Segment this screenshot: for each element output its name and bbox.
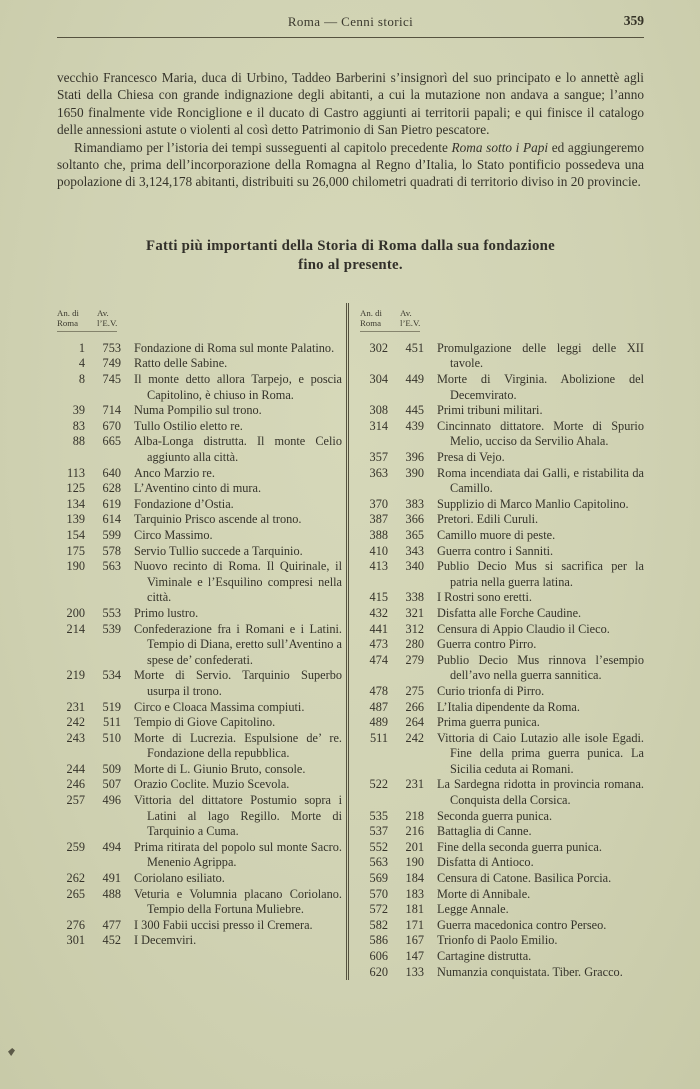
- event-text: Battaglia di Canne.: [437, 824, 532, 839]
- body-text: [57, 69, 644, 191]
- year-bce: 670: [102, 418, 121, 433]
- table-row: [360, 559, 644, 590]
- table-row: [57, 622, 342, 669]
- table-row: [57, 777, 342, 793]
- table-row: [57, 700, 342, 716]
- year-bce: 147: [405, 949, 424, 963]
- table-row: [57, 887, 342, 918]
- table-row: [360, 700, 644, 716]
- year-bce: 510: [102, 730, 121, 745]
- year-bce: 477: [102, 917, 121, 932]
- year-bce: 343: [405, 543, 424, 558]
- year-bce: 133: [405, 964, 424, 979]
- year-auc: 244: [66, 761, 85, 776]
- year-auc: 4: [78, 356, 85, 371]
- table-row: [57, 559, 342, 606]
- year-bce: 753: [102, 340, 121, 355]
- year-auc: 113: [67, 465, 85, 480]
- event-text: Guerra contro Pirro.: [437, 637, 537, 652]
- year-bce: 218: [405, 808, 424, 823]
- paragraph-2-italic: Roma sotto i Papi: [451, 139, 549, 155]
- page-number: 359: [623, 13, 644, 28]
- table-row: [360, 715, 644, 731]
- year-bce: 280: [405, 637, 424, 652]
- year-bce: 275: [405, 683, 424, 698]
- year-bce: 494: [102, 839, 121, 854]
- table-row: [360, 731, 644, 778]
- column-headers-left: [57, 308, 117, 332]
- year-auc: 432: [369, 605, 388, 620]
- event-text: Primi tribuni militari.: [437, 403, 543, 418]
- table-row: [360, 855, 644, 871]
- event-text: Orazio Coclite. Muzio Scevola.: [134, 777, 290, 792]
- year-bce: 451: [405, 340, 424, 355]
- year-bce: 534: [102, 668, 121, 683]
- table-row: [57, 512, 342, 528]
- year-bce: 539: [102, 621, 121, 636]
- event-text: Il monte detto allora Tarpejo, e poscia Capitolino, è chiuso in Roma.: [134, 372, 342, 402]
- event-text: Numanzia conquistata. Tiber. Gracco.: [437, 964, 623, 979]
- header-av-ev: Av. l’E.V.: [97, 307, 118, 328]
- table-row: [57, 840, 342, 871]
- table-row: [57, 918, 342, 934]
- table-row: [57, 544, 342, 560]
- event-text: Alba-Longa distrutta. Il monte Celio aggiunto alla città.: [134, 434, 342, 464]
- year-bce: 619: [102, 496, 121, 511]
- year-auc: 441: [369, 621, 388, 636]
- year-auc: 88: [72, 434, 85, 449]
- year-auc: 572: [369, 902, 388, 917]
- year-auc: 265: [66, 886, 85, 901]
- year-auc: 388: [369, 527, 388, 542]
- event-text: Morte di Servio. Tarquinio Superbo usurpa il trono.: [134, 668, 342, 698]
- year-bce: 439: [405, 418, 424, 433]
- year-auc: 125: [66, 481, 85, 496]
- year-bce: 312: [405, 621, 424, 636]
- year-auc: 219: [66, 668, 85, 683]
- table-column-left: [57, 303, 342, 980]
- event-text: Anco Marzio re.: [134, 465, 215, 480]
- year-auc: 1: [78, 340, 85, 355]
- year-bce: 496: [102, 793, 121, 808]
- event-text: Prima ritirata del popolo sul monte Sacro. Menenio Agrippa.: [134, 839, 342, 870]
- year-auc: 257: [66, 793, 85, 808]
- year-bce: 184: [405, 871, 424, 886]
- year-bce: 216: [405, 824, 424, 839]
- table-row: [360, 466, 644, 497]
- event-text: Primo lustro.: [134, 605, 199, 620]
- table-row: [360, 637, 644, 653]
- event-text: L’Aventino cinto di mura.: [134, 481, 262, 496]
- year-auc: 387: [369, 512, 388, 527]
- year-auc: 473: [369, 637, 388, 652]
- table-row: [57, 762, 342, 778]
- table-row: [360, 684, 644, 700]
- table-row: [360, 590, 644, 606]
- event-text: Publio Decio Mus rinnova l’esempio dell’avo nella guerra sannitica.: [437, 652, 644, 683]
- event-text: Promulgazione delle leggi delle XII tavole.: [437, 340, 644, 371]
- year-bce: 563: [102, 559, 121, 574]
- event-text: Seconda guerra punica.: [437, 808, 553, 823]
- year-auc: 231: [66, 699, 85, 714]
- event-text: Curio trionfa di Pirro.: [437, 683, 545, 698]
- year-bce: 749: [102, 356, 121, 371]
- chronology-table: [57, 303, 644, 980]
- year-bce: 491: [102, 871, 121, 886]
- event-text: La Sardegna ridotta in provincia romana. Conquista della Corsica.: [437, 777, 644, 808]
- year-auc: 415: [369, 590, 388, 605]
- event-text: Camillo muore di peste.: [437, 527, 556, 542]
- year-bce: 519: [102, 699, 121, 714]
- year-bce: 390: [405, 465, 424, 480]
- table-row: [360, 902, 644, 918]
- year-auc: 489: [369, 715, 388, 730]
- table-row: [360, 653, 644, 684]
- year-bce: 183: [405, 886, 424, 901]
- event-text: Supplizio di Marco Manlio Capitolino.: [437, 496, 629, 511]
- table-row: [57, 419, 342, 435]
- table-row: [360, 777, 644, 808]
- table-row: [360, 450, 644, 466]
- year-auc: 563: [369, 855, 388, 870]
- year-auc: 487: [369, 699, 388, 714]
- year-bce: 242: [405, 730, 424, 745]
- year-bce: 396: [405, 450, 424, 464]
- table-row: [360, 544, 644, 560]
- year-auc: 276: [66, 917, 85, 932]
- table-row: [360, 403, 644, 419]
- year-auc: 522: [369, 777, 388, 792]
- year-bce: 507: [102, 777, 121, 792]
- year-bce: 338: [405, 590, 424, 605]
- header-av-ev: Av. l’E.V.: [400, 307, 421, 328]
- event-text: Disfatta di Antioco.: [437, 855, 534, 870]
- year-auc: 474: [369, 652, 388, 667]
- event-text: I Rostri sono eretti.: [437, 590, 532, 605]
- year-bce: 181: [405, 902, 424, 917]
- year-auc: 304: [369, 372, 388, 387]
- year-bce: 452: [102, 933, 121, 948]
- event-text: Guerra macedonica contro Perseo.: [437, 917, 607, 932]
- year-bce: 665: [102, 434, 121, 449]
- year-auc: 83: [72, 418, 85, 433]
- header-an-di-roma: An. di Roma: [360, 307, 382, 328]
- year-bce: 640: [102, 465, 121, 480]
- year-auc: 39: [72, 403, 85, 418]
- table-row: [57, 341, 342, 357]
- event-text: Fine della seconda guerra punica.: [437, 839, 602, 854]
- year-bce: 231: [405, 777, 424, 792]
- event-text: I 300 Fabii uccisi presso il Cremera.: [134, 917, 313, 932]
- paragraph-2-after: ed aggiungeremo soltanto che, prima dell’incorporazione della Romagna al Regno d’Italia, lo Stato pontificio possedeva una popolazione di 3,124,178 abitanti, distribuiti su 26,000 chilometri quadrati di territorio diviso in 20 provincie.: [57, 139, 644, 190]
- year-auc: 139: [66, 512, 85, 527]
- table-row: [360, 606, 644, 622]
- event-text: Vittoria di Caio Lutazio alle isole Egadi. Fine della prima guerra punica. La Sicilia ceduta ai Romani.: [437, 730, 644, 776]
- event-text: Fondazione d’Ostia.: [134, 496, 234, 511]
- year-auc: 134: [66, 496, 85, 511]
- table-row: [57, 403, 342, 419]
- year-auc: 535: [369, 808, 388, 823]
- year-auc: 242: [66, 715, 85, 730]
- event-text: Morte di Annibale.: [437, 886, 531, 901]
- header-an-di-roma: An. di Roma: [57, 307, 79, 328]
- table-row: [360, 871, 644, 887]
- year-auc: 586: [369, 933, 388, 948]
- table-row: [360, 965, 644, 981]
- paragraph-2-before: Rimandiamo per l’istoria dei tempi susseguenti al capitolo precedente: [74, 139, 452, 155]
- year-auc: 302: [369, 340, 388, 355]
- table-row: [360, 840, 644, 856]
- running-title: Roma — Cenni storici: [287, 14, 414, 29]
- event-text: Prima guerra punica.: [437, 715, 540, 730]
- year-bce: 279: [405, 652, 424, 667]
- event-text: Morte di Virginia. Abolizione del Decemvirato.: [437, 372, 644, 402]
- event-text: Fondazione di Roma sul monte Palatino.: [134, 340, 335, 355]
- year-bce: 365: [405, 527, 424, 542]
- event-text: Presa di Vejo.: [437, 450, 505, 464]
- event-text: Tempio di Giove Capitolino.: [134, 715, 276, 730]
- year-auc: 413: [369, 559, 388, 574]
- event-text: Servio Tullio succede a Tarquinio.: [134, 543, 303, 558]
- table-row: [57, 606, 342, 622]
- table-row: [57, 434, 342, 465]
- year-auc: 569: [369, 871, 388, 886]
- year-bce: 383: [405, 496, 424, 511]
- year-bce: 445: [405, 403, 424, 418]
- event-text: Tullo Ostilio eletto re.: [134, 418, 243, 433]
- table-row: [360, 809, 644, 825]
- year-auc: 190: [66, 559, 85, 574]
- year-bce: 578: [102, 543, 121, 558]
- year-bce: 509: [102, 761, 121, 776]
- table-row: [360, 622, 644, 638]
- table-row: [57, 715, 342, 731]
- year-auc: 154: [66, 527, 85, 542]
- table-row: [57, 481, 342, 497]
- event-text: Confederazione fra i Romani e i Latini. Tempio di Diana, eretto sull’Aventino a spese de’ confederati.: [134, 621, 342, 667]
- section-heading-line-1: Fatti più importanti della Storia di Roma dalla sua fondazione: [146, 237, 555, 254]
- year-auc: 570: [369, 886, 388, 901]
- table-row: [360, 419, 644, 450]
- year-auc: 301: [66, 933, 85, 948]
- event-text: Tarquinio Prisco ascende al trono.: [134, 512, 302, 527]
- section-heading: [57, 237, 644, 276]
- year-bce: 488: [102, 886, 121, 901]
- year-auc: 478: [369, 683, 388, 698]
- year-bce: 745: [102, 372, 121, 387]
- event-text: Circo Massimo.: [134, 527, 213, 542]
- year-auc: 511: [370, 730, 388, 745]
- year-bce: 264: [405, 715, 424, 730]
- year-auc: 620: [369, 964, 388, 979]
- table-column-right: [349, 303, 644, 980]
- year-auc: 363: [369, 465, 388, 480]
- table-row: [57, 466, 342, 482]
- event-text: Numa Pompilio sul trono.: [134, 403, 262, 418]
- year-bce: 266: [405, 699, 424, 714]
- table-row: [57, 528, 342, 544]
- table-row: [57, 356, 342, 372]
- event-text: L’Italia dipendente da Roma.: [437, 699, 580, 714]
- year-bce: 614: [102, 512, 121, 527]
- table-row: [360, 512, 644, 528]
- year-bce: 714: [102, 403, 121, 418]
- event-text: Cartagine distrutta.: [437, 949, 532, 963]
- table-row: [360, 918, 644, 934]
- year-auc: 582: [369, 917, 388, 932]
- event-text: Pretori. Edili Curuli.: [437, 512, 539, 527]
- table-row: [57, 372, 342, 403]
- table-row: [57, 497, 342, 513]
- table-row: [57, 933, 342, 949]
- year-bce: 201: [405, 839, 424, 854]
- event-text: Censura di Catone. Basilica Porcia.: [437, 871, 612, 886]
- table-row: [360, 528, 644, 544]
- event-text: Morte di L. Giunio Bruto, console.: [134, 761, 306, 776]
- table-row: [360, 933, 644, 949]
- year-bce: 599: [102, 527, 121, 542]
- event-text: Guerra contro i Sanniti.: [437, 543, 554, 558]
- table-row: [57, 793, 342, 840]
- year-bce: 340: [405, 559, 424, 574]
- event-text: Ratto delle Sabine.: [134, 356, 228, 371]
- year-auc: 537: [369, 824, 388, 839]
- year-auc: 243: [66, 730, 85, 745]
- year-bce: 553: [102, 605, 121, 620]
- year-bce: 171: [405, 917, 424, 932]
- year-auc: 370: [369, 496, 388, 511]
- year-auc: 200: [66, 605, 85, 620]
- event-text: Trionfo di Paolo Emilio.: [437, 933, 558, 948]
- year-bce: 321: [405, 605, 424, 620]
- event-text: Publio Decio Mus si sacrifica per la patria nella guerra latina.: [437, 559, 644, 589]
- column-headers-right: [360, 308, 420, 332]
- year-auc: 246: [66, 777, 85, 792]
- event-text: Circo e Cloaca Massima compiuti.: [134, 699, 305, 714]
- event-text: Legge Annale.: [437, 902, 509, 917]
- table-row: [360, 341, 644, 372]
- event-text: Vittoria del dittatore Postumio sopra i Latini al lago Regillo. Morte di Tarquinio a Cuma.: [134, 793, 342, 839]
- print-artifact-mark: [8, 1048, 15, 1056]
- event-text: Censura di Appio Claudio il Cieco.: [437, 621, 610, 636]
- year-bce: 511: [103, 715, 121, 730]
- year-auc: 214: [66, 621, 85, 636]
- year-auc: 259: [66, 839, 85, 854]
- event-text: Coriolano esiliato.: [134, 871, 225, 886]
- year-auc: 606: [369, 949, 388, 963]
- table-row: [360, 887, 644, 903]
- year-bce: 366: [405, 512, 424, 527]
- event-text: Disfatta alle Forche Caudine.: [437, 605, 582, 620]
- event-text: I Decemviri.: [134, 933, 197, 948]
- table-row: [57, 668, 342, 699]
- event-text: Morte di Lucrezia. Espulsione de’ re. Fondazione della repubblica.: [134, 730, 342, 761]
- year-auc: 410: [369, 543, 388, 558]
- table-row: [360, 949, 644, 965]
- paragraph-1: vecchio Francesco Maria, duca di Urbino, Taddeo Barberini s’insignorì del suo principato e lo annettè agli Stati della Chiesa con grande indignazione degli abitanti, a cui la mutazione non andava a sangue; l’anno 1650 finalmente vide Ronciglione e il ducato di Castro aggiunti ai territorii papali; e qui finisce il catalogo delle annessioni astute o violenti al così detto Patrimonio di San Pietro pescatore.: [57, 70, 644, 138]
- header-rule: [57, 37, 644, 38]
- table-row: [57, 871, 342, 887]
- table-row: [360, 824, 644, 840]
- page-header: [57, 14, 644, 32]
- paragraph-2: [57, 139, 644, 191]
- table-row: [360, 372, 644, 403]
- event-text: Veturia e Volumnia placano Coriolano. Tempio della Fortuna Muliebre.: [134, 886, 342, 917]
- section-heading-line-2: fino al presente.: [298, 257, 403, 274]
- year-auc: 8: [78, 372, 85, 387]
- year-auc: 314: [369, 418, 388, 433]
- year-auc: 552: [369, 839, 388, 854]
- year-auc: 308: [369, 403, 388, 418]
- year-auc: 175: [66, 543, 85, 558]
- table-row: [360, 497, 644, 513]
- year-bce: 449: [405, 372, 424, 387]
- event-text: Cincinnato dittatore. Morte di Spurio Melio, ucciso da Servilio Ahala.: [437, 418, 644, 449]
- event-text: Roma incendiata dai Galli, e ristabilita da Camillo.: [437, 465, 644, 496]
- year-auc: 262: [66, 871, 85, 886]
- table-row: [57, 731, 342, 762]
- year-bce: 628: [102, 481, 121, 496]
- year-bce: 167: [405, 933, 424, 948]
- event-text: Nuovo recinto di Roma. Il Quirinale, il Viminale e l’Esquilino compresi nella città.: [134, 559, 342, 605]
- year-bce: 190: [405, 855, 424, 870]
- year-auc: 357: [369, 450, 388, 464]
